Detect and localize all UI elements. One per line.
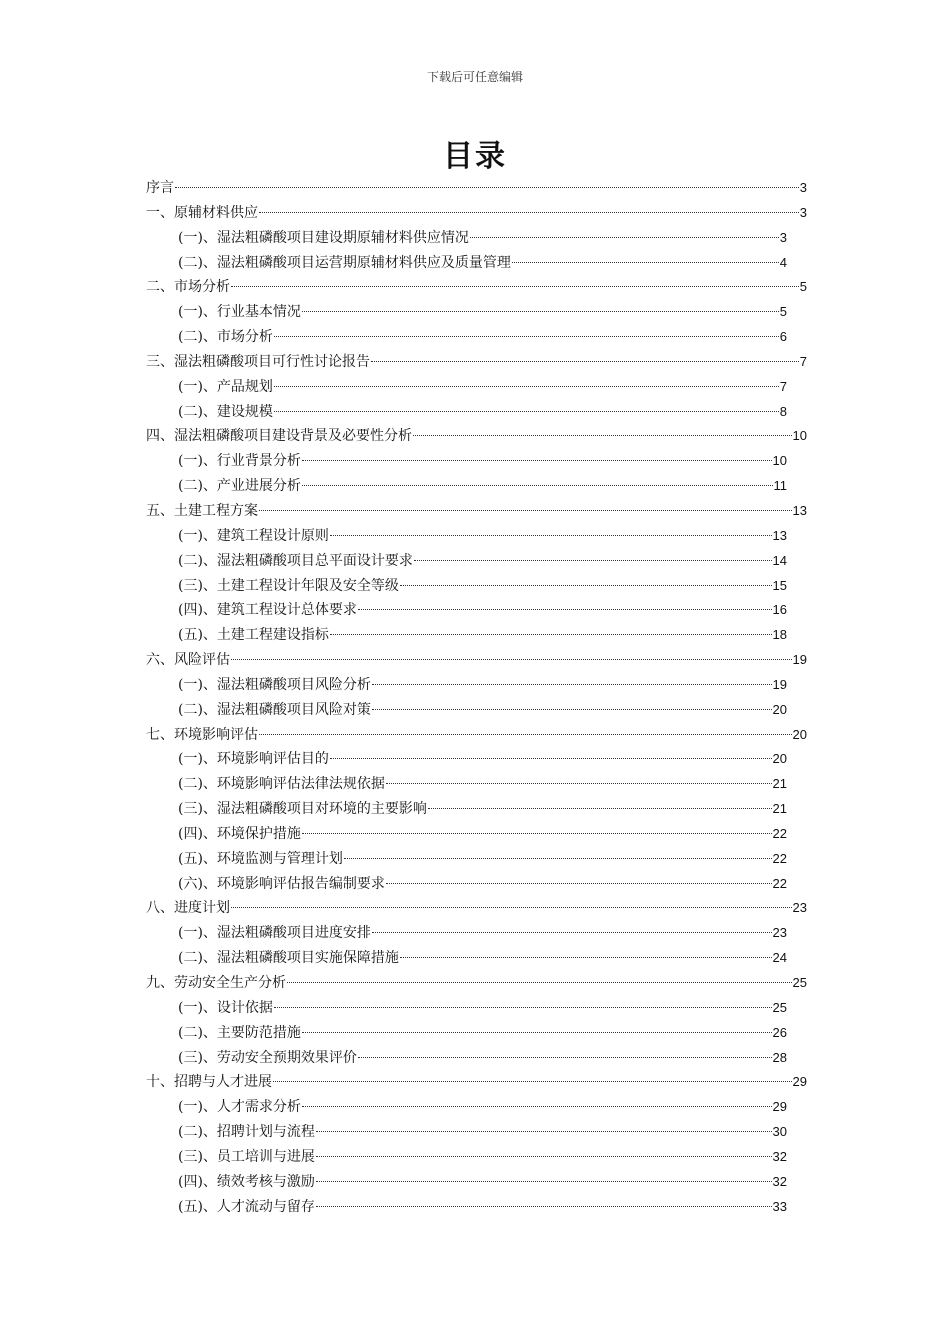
toc-subsection-entry[interactable]: [146, 673, 807, 698]
toc-entry-label: (四)、环境保护措施: [178, 825, 301, 842]
toc-entry-label: 十、招聘与人才进展: [146, 1074, 272, 1091]
toc-section-entry[interactable]: [146, 971, 807, 996]
toc-dot-leader: [372, 932, 772, 933]
toc-dot-leader: [302, 460, 772, 461]
toc-page-number: 3: [779, 229, 787, 245]
toc-entry-label: 三、湿法粗磷酸项目可行性讨论报告: [146, 353, 370, 370]
toc-dot-leader: [316, 1131, 772, 1132]
page-header: 下载后可任意编辑: [426, 70, 523, 84]
toc-page-number: 26: [772, 1024, 787, 1040]
toc-entry-label: (二)、环境影响评估法律法规依据: [178, 776, 385, 793]
toc-dot-leader: [302, 1032, 772, 1033]
toc-subsection-entry[interactable]: [146, 772, 807, 797]
toc-dot-leader: [231, 286, 799, 287]
toc-subsection-entry[interactable]: [146, 872, 807, 897]
toc-page-number: 33: [772, 1198, 787, 1214]
toc-page-number: 3: [799, 204, 807, 220]
toc-entry-label: (五)、人才流动与留存: [178, 1198, 315, 1215]
toc-entry-label: (二)、招聘计划与流程: [178, 1124, 315, 1141]
toc-subsection-entry[interactable]: [146, 747, 807, 772]
toc-page-number: 25: [772, 999, 787, 1015]
toc-subsection-entry[interactable]: [146, 1170, 807, 1195]
toc-dot-leader: [274, 1007, 772, 1008]
toc-dot-leader: [175, 187, 799, 188]
toc-dot-leader: [400, 585, 772, 586]
toc-section-entry[interactable]: [146, 723, 807, 748]
toc-entry-label: (二)、湿法粗磷酸项目风险对策: [178, 701, 371, 718]
toc-dot-leader: [512, 262, 779, 263]
toc-page-number: 20: [772, 751, 787, 767]
toc-dot-leader: [358, 609, 772, 610]
toc-dot-leader: [414, 560, 772, 561]
toc-entry-label: (三)、劳动安全预期效果评价: [178, 1049, 357, 1066]
toc-page-number: 18: [772, 627, 787, 643]
toc-entry-label: 七、环境影响评估: [146, 726, 258, 743]
toc-section-entry[interactable]: [146, 201, 807, 226]
toc-entry-label: (四)、建筑工程设计总体要求: [178, 602, 357, 619]
toc-page-number: 21: [772, 776, 787, 792]
toc-page-number: 8: [779, 403, 787, 419]
toc-dot-leader: [330, 634, 772, 635]
toc-dot-leader: [259, 212, 799, 213]
toc-entry-label: 六、风险评估: [146, 652, 230, 669]
toc-page-number: 24: [772, 950, 787, 966]
toc-entry-label: (二)、主要防范措施: [178, 1024, 301, 1041]
toc-entry-label: (二)、湿法粗磷酸项目运营期原辅材料供应及质量管理: [178, 254, 511, 271]
toc-dot-leader: [259, 510, 792, 511]
toc-dot-leader: [302, 1106, 772, 1107]
toc-subsection-entry[interactable]: [146, 1120, 807, 1145]
toc-subsection-entry[interactable]: [146, 921, 807, 946]
toc-page-number: 32: [772, 1173, 787, 1189]
toc-dot-leader: [259, 734, 792, 735]
toc-page-number: 3: [799, 180, 807, 195]
toc-entry-label: 一、原辅材料供应: [146, 204, 258, 221]
toc-entry-label: (二)、产业进展分析: [178, 478, 301, 495]
toc-entry-label: 二、市场分析: [146, 279, 230, 296]
toc-dot-leader: [302, 485, 773, 486]
toc-entry-label: (一)、湿法粗磷酸项目风险分析: [178, 676, 371, 693]
toc-entry-label: 九、劳动安全生产分析: [146, 975, 286, 991]
toc-subsection-entry[interactable]: [146, 623, 807, 648]
toc-dot-leader: [371, 361, 799, 362]
toc-entry-label: (五)、土建工程建设指标: [178, 627, 329, 644]
toc-entry-label: 五、土建工程方案: [146, 502, 258, 519]
toc-entry-label: (二)、湿法粗磷酸项目总平面设计要求: [178, 552, 413, 569]
toc-entry-label: (一)、产品规划: [178, 378, 273, 395]
toc-subsection-entry[interactable]: [146, 226, 807, 251]
toc-page-number: 4: [779, 254, 787, 270]
toc-subsection-entry[interactable]: [146, 598, 807, 623]
toc-entry-label: (三)、员工培训与进展: [178, 1148, 315, 1165]
toc-page-number: 5: [799, 279, 807, 295]
toc-subsection-entry[interactable]: [146, 1095, 807, 1120]
toc-page-number: 28: [772, 1049, 787, 1065]
toc-subsection-entry[interactable]: [146, 549, 807, 574]
toc-section-entry[interactable]: [146, 896, 807, 921]
toc-section-entry[interactable]: [146, 176, 807, 201]
toc-section-entry[interactable]: [146, 275, 807, 300]
toc-entry-label: (一)、行业基本情况: [178, 304, 301, 321]
toc-page-number: 14: [772, 552, 787, 568]
toc-page-number: 29: [772, 1099, 787, 1115]
toc-subsection-entry[interactable]: [146, 1046, 807, 1071]
table-of-contents: [146, 176, 807, 1219]
toc-dot-leader: [386, 883, 772, 884]
toc-page-number: 5: [779, 304, 787, 320]
toc-subsection-entry[interactable]: [146, 574, 807, 599]
toc-page-number: 22: [772, 875, 787, 891]
toc-subsection-entry[interactable]: [146, 996, 807, 1021]
toc-entry-label: (一)、建筑工程设计原则: [178, 527, 329, 544]
toc-page-number: 25: [792, 975, 807, 990]
toc-entry-label: (一)、设计依据: [178, 999, 273, 1016]
toc-page-number: 16: [772, 602, 787, 618]
toc-dot-leader: [231, 907, 792, 908]
toc-subsection-entry[interactable]: [146, 449, 807, 474]
toc-page-number: 22: [772, 850, 787, 866]
toc-page-number: 19: [792, 652, 807, 668]
toc-page-number: 30: [772, 1124, 787, 1140]
toc-subsection-entry[interactable]: [146, 474, 807, 499]
toc-page-number: 19: [772, 676, 787, 692]
toc-entry-label: (一)、湿法粗磷酸项目进度安排: [178, 925, 371, 942]
toc-page-number: 20: [792, 726, 807, 742]
toc-dot-leader: [316, 1181, 772, 1182]
toc-entry-label: (一)、环境影响评估目的: [178, 751, 329, 768]
toc-section-entry[interactable]: [146, 499, 807, 524]
toc-page-number: 7: [799, 353, 807, 369]
toc-dot-leader: [372, 684, 772, 685]
toc-entry-label: 八、进度计划: [146, 900, 230, 917]
toc-subsection-entry[interactable]: [146, 797, 807, 822]
toc-dot-leader: [330, 535, 772, 536]
page-title: 目录: [443, 139, 507, 174]
toc-page-number: 20: [772, 701, 787, 717]
toc-dot-leader: [330, 758, 772, 759]
toc-dot-leader: [344, 858, 772, 859]
toc-entry-label: (六)、环境影响评估报告编制要求: [178, 875, 385, 892]
toc-entry-label: (一)、人才需求分析: [178, 1099, 301, 1116]
toc-subsection-entry[interactable]: [146, 1145, 807, 1170]
toc-section-entry[interactable]: [146, 350, 807, 375]
toc-entry-label: (三)、土建工程设计年限及安全等级: [178, 577, 399, 594]
toc-dot-leader: [274, 386, 779, 387]
toc-dot-leader: [302, 311, 779, 312]
toc-subsection-entry[interactable]: [146, 698, 807, 723]
toc-subsection-entry[interactable]: [146, 847, 807, 872]
toc-dot-leader: [302, 833, 772, 834]
toc-entry-label: (二)、市场分析: [178, 329, 273, 346]
toc-dot-leader: [274, 411, 779, 412]
toc-dot-leader: [470, 237, 779, 238]
toc-subsection-entry[interactable]: [146, 1021, 807, 1046]
toc-page-number: 13: [792, 502, 807, 518]
toc-page-number: 23: [772, 925, 787, 941]
toc-section-entry[interactable]: [146, 424, 807, 449]
toc-dot-leader: [400, 957, 772, 958]
toc-subsection-entry[interactable]: [146, 524, 807, 549]
toc-dot-leader: [287, 982, 792, 983]
toc-subsection-entry[interactable]: [146, 1195, 807, 1220]
toc-subsection-entry[interactable]: [146, 375, 807, 400]
toc-dot-leader: [274, 336, 779, 337]
toc-subsection-entry[interactable]: [146, 400, 807, 425]
toc-page-number: 15: [772, 577, 787, 593]
toc-dot-leader: [386, 783, 772, 784]
toc-page-number: 13: [772, 527, 787, 543]
toc-subsection-entry[interactable]: [146, 822, 807, 847]
toc-subsection-entry[interactable]: [146, 300, 807, 325]
toc-page-number: 23: [792, 900, 807, 916]
toc-entry-label: (五)、环境监测与管理计划: [178, 850, 343, 867]
toc-dot-leader: [372, 709, 772, 710]
toc-section-entry[interactable]: [146, 648, 807, 673]
toc-page-number: 29: [792, 1074, 807, 1090]
toc-page-number: 21: [772, 801, 787, 817]
toc-dot-leader: [413, 435, 792, 436]
toc-dot-leader: [358, 1057, 772, 1058]
toc-entry-label: 四、湿法粗磷酸项目建设背景及必要性分析: [146, 428, 412, 445]
toc-entry-label: (一)、湿法粗磷酸项目建设期原辅材料供应情况: [178, 229, 469, 246]
toc-dot-leader: [231, 659, 792, 660]
toc-entry-label: (四)、绩效考核与激励: [178, 1173, 315, 1190]
toc-page-number: 11: [773, 478, 787, 494]
toc-section-entry[interactable]: [146, 1070, 807, 1095]
toc-entry-label: (一)、行业背景分析: [178, 453, 301, 470]
toc-page-number: 32: [772, 1148, 787, 1164]
toc-dot-leader: [316, 1156, 772, 1157]
toc-entry-label: 序言: [146, 180, 174, 196]
toc-dot-leader: [316, 1206, 772, 1207]
toc-page-number: 6: [779, 329, 787, 345]
toc-subsection-entry[interactable]: [146, 325, 807, 350]
toc-dot-leader: [428, 808, 772, 809]
toc-subsection-entry[interactable]: [146, 946, 807, 971]
toc-entry-label: (二)、建设规模: [178, 403, 273, 420]
toc-page-number: 22: [772, 825, 787, 841]
toc-page-number: 7: [779, 378, 787, 394]
toc-page-number: 10: [792, 428, 807, 444]
toc-entry-label: (二)、湿法粗磷酸项目实施保障措施: [178, 950, 399, 967]
toc-page-number: 10: [772, 453, 787, 469]
toc-dot-leader: [273, 1081, 792, 1082]
toc-subsection-entry[interactable]: [146, 251, 807, 276]
toc-entry-label: (三)、湿法粗磷酸项目对环境的主要影响: [178, 801, 427, 818]
